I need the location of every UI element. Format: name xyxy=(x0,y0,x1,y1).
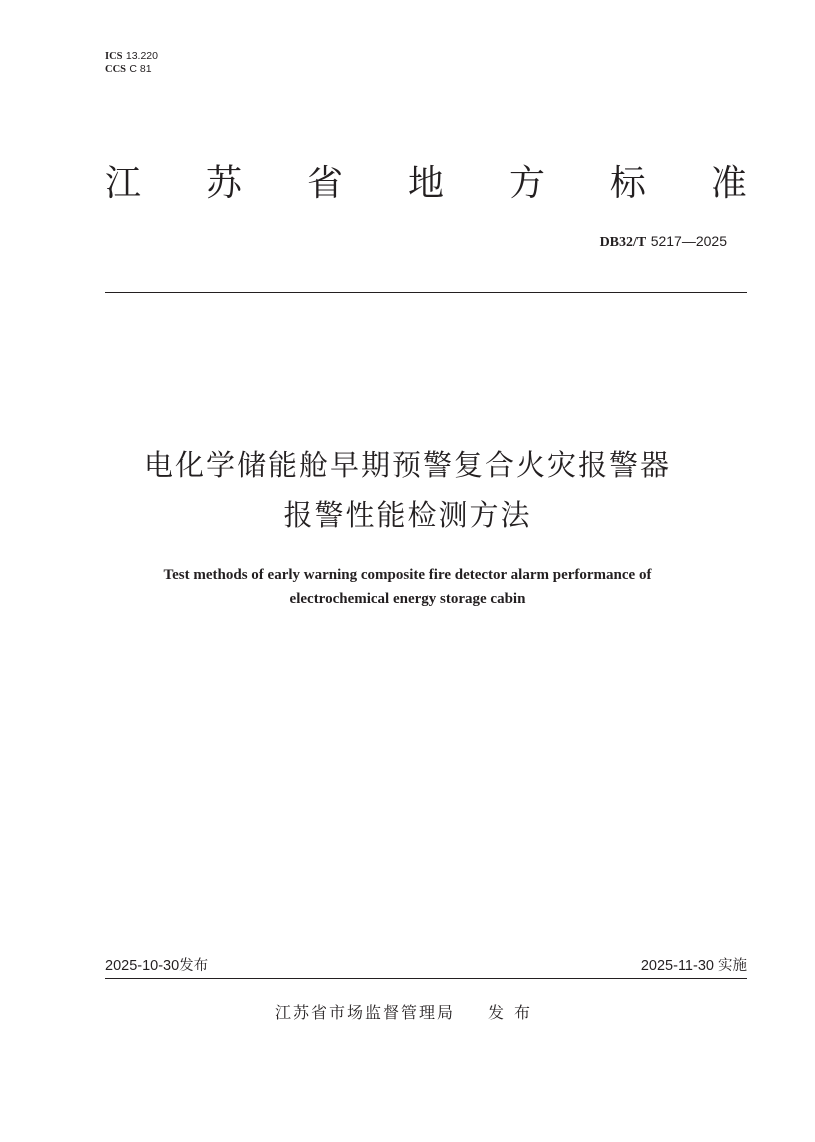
standard-type-char: 地 xyxy=(407,163,444,204)
chinese-title-line-2: 报警性能检测方法 xyxy=(283,498,532,532)
bottom-divider xyxy=(105,978,747,979)
ics-label: ICS xyxy=(105,51,123,62)
ccs-value: C 81 xyxy=(129,63,152,75)
publish-date-value: 2025-10-30 xyxy=(105,958,180,974)
ics-code xyxy=(105,50,158,63)
standard-type-char: 准 xyxy=(710,163,747,204)
standard-type-heading xyxy=(105,160,747,208)
standard-type-char: 省 xyxy=(306,163,343,204)
standard-number-value: 5217—2025 xyxy=(650,233,727,249)
standard-type-char: 方 xyxy=(508,163,545,204)
chinese-title-line-1: 电化学储能舱早期预警复合火灾报警器 xyxy=(143,448,671,482)
implement-date-word: 实施 xyxy=(718,958,747,974)
standard-number-prefix: DB32/T xyxy=(599,235,647,250)
chinese-title xyxy=(60,440,755,540)
english-title xyxy=(60,563,755,611)
issuer-action: 发布 xyxy=(488,1003,541,1022)
standard-number xyxy=(600,232,727,252)
ccs-code xyxy=(105,63,158,76)
issuer-organization: 江苏省市场监督管理局 xyxy=(274,1003,455,1022)
issuing-authority xyxy=(0,1001,815,1025)
implement-date xyxy=(641,956,747,976)
standard-type-char: 江 xyxy=(105,163,142,204)
top-divider xyxy=(105,292,747,293)
publish-date-word: 发布 xyxy=(179,958,209,974)
classification-codes xyxy=(105,50,158,76)
english-title-line-2: electrochemical energy storage cabin xyxy=(289,591,526,607)
publish-date xyxy=(105,956,208,976)
implement-date-value: 2025-11-30 xyxy=(640,958,714,974)
english-title-line-1: Test methods of early warning composite fire detector alarm performance of xyxy=(163,567,652,583)
ccs-label: CCS xyxy=(105,64,127,75)
ics-value: 13.220 xyxy=(125,50,158,62)
standard-type-char: 苏 xyxy=(205,163,242,204)
standard-type-char: 标 xyxy=(609,163,646,204)
